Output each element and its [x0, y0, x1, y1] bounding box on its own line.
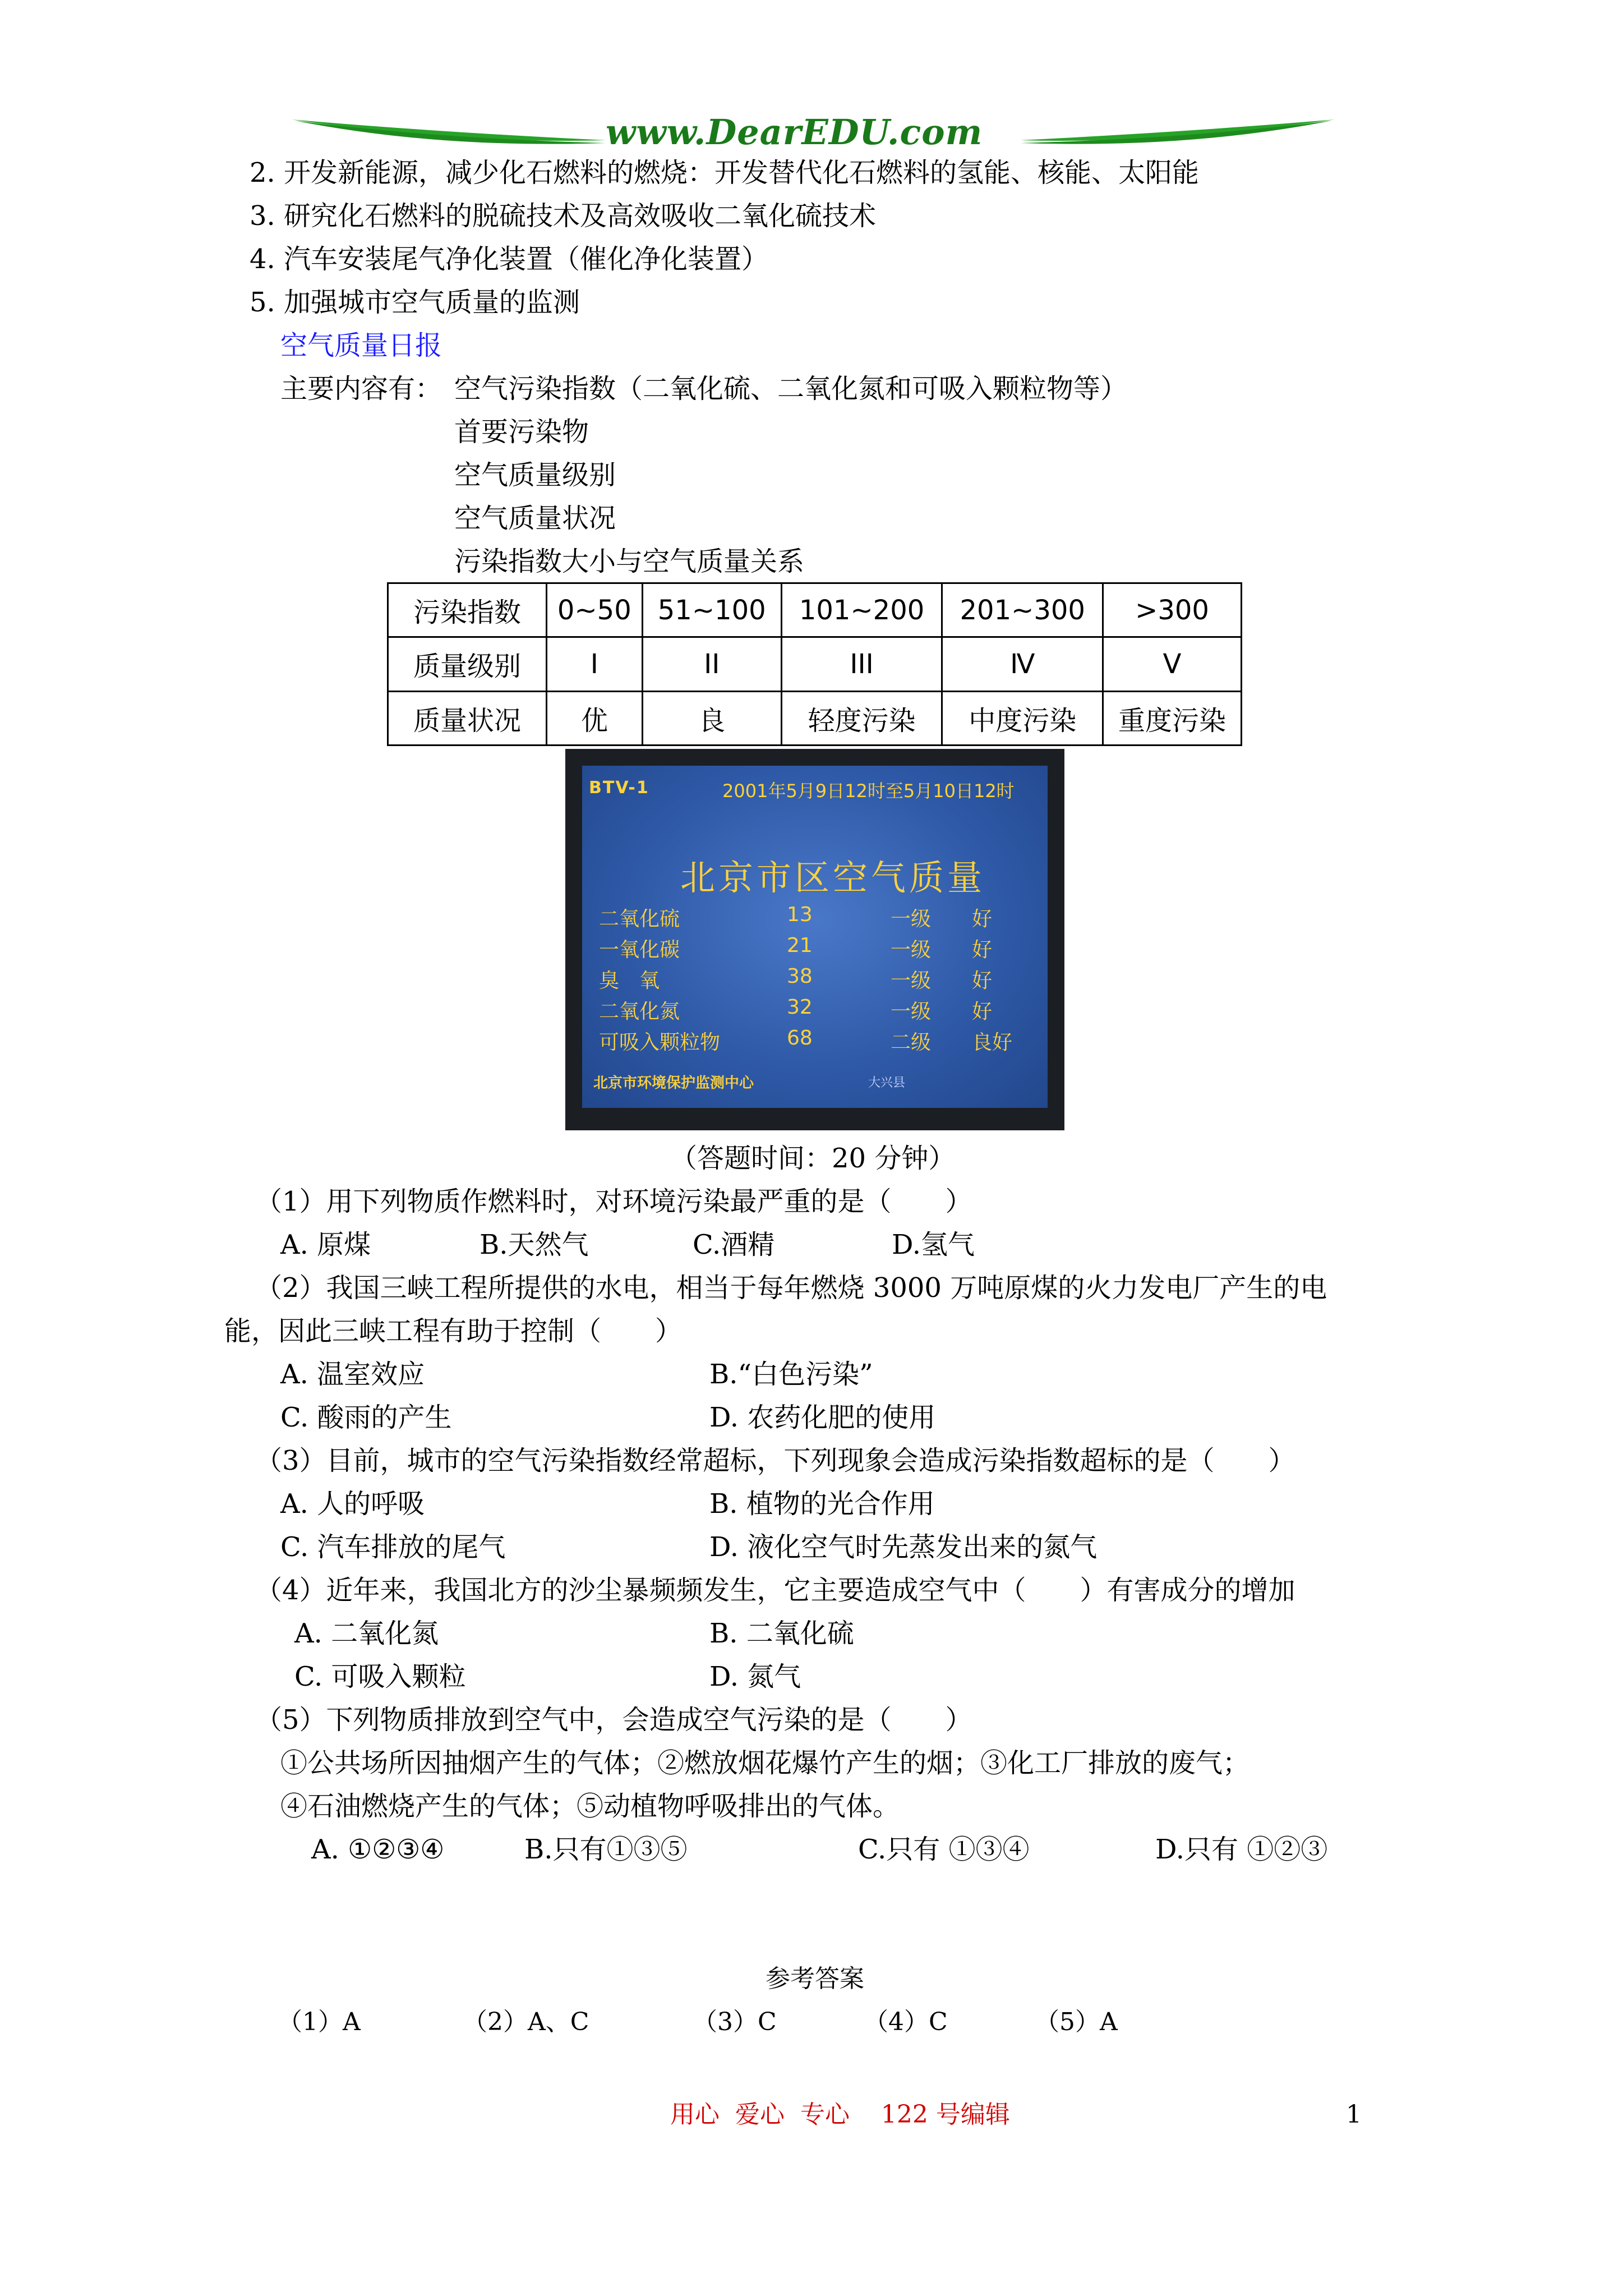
content-item: 首要污染物 — [454, 416, 589, 448]
table-row — [388, 637, 1242, 691]
tv-row — [599, 934, 1025, 962]
option: A. 人的呼吸 — [280, 1488, 425, 1520]
tv-air-quality-image — [565, 749, 1064, 1130]
tv-screen — [582, 766, 1048, 1108]
tv-status: 好 — [972, 908, 993, 931]
tv-value: 32 — [787, 996, 813, 1019]
tv-level: 一级 — [891, 1000, 932, 1023]
measure-item: 4. 汽车安装尾气净化装置（催化净化装置） — [250, 243, 769, 275]
table-cell: 轻度污染 — [781, 691, 942, 745]
tv-pollutant: 可吸入颗粒物 — [599, 1031, 721, 1054]
measure-item: 5. 加强城市空气质量的监测 — [250, 287, 580, 318]
tv-title: 北京市区空气质量 — [680, 857, 986, 898]
tv-row — [599, 1027, 1025, 1055]
question-5: （5）下列物质排放到空气中，会造成空气污染的是（ ） — [255, 1704, 972, 1736]
tv-pollutant: 二氧化氮 — [599, 1000, 680, 1023]
table-cell: 201~300 — [942, 583, 1103, 637]
tv-level: 一级 — [891, 938, 932, 961]
option: A. ①②③④ — [311, 1834, 445, 1865]
content-item: 空气质量状况 — [454, 503, 616, 534]
option: B.“白色污染” — [709, 1359, 873, 1390]
tv-value: 68 — [787, 1027, 813, 1050]
option: C. 汽车排放的尾气 — [280, 1531, 506, 1563]
option: B. 植物的光合作用 — [709, 1488, 935, 1520]
measure-item: 2. 开发新能源，减少化石燃料的燃烧：开发替代化石燃料的氢能、核能、太阳能 — [250, 157, 1200, 188]
tv-footer: 北京市环境保护监测中心 — [593, 1075, 754, 1092]
option: D. 氮气 — [709, 1661, 801, 1692]
tv-level: 二级 — [891, 1031, 932, 1054]
question-2: （2）我国三峡工程所提供的水电，相当于每年燃烧 3000 万吨原煤的火力发电厂产生的电 — [255, 1272, 1327, 1304]
option: C. 可吸入颗粒 — [294, 1661, 466, 1692]
table-cell: I — [547, 637, 643, 691]
table-row — [388, 691, 1242, 745]
table-cell: II — [642, 637, 781, 691]
table-cell: 重度污染 — [1103, 691, 1242, 745]
tv-pollutant: 二氧化硫 — [599, 908, 680, 931]
question-2-cont: 能，因此三峡工程有助于控制（ ） — [224, 1315, 683, 1347]
tv-status: 好 — [972, 938, 993, 961]
tv-date: 2001年5月9日12时至5月10日12时 — [722, 780, 1015, 802]
tv-map-label: 大兴县 — [868, 1076, 906, 1090]
tv-level: 一级 — [891, 908, 932, 931]
tv-pollutant: 一氧化碳 — [599, 938, 680, 961]
tv-status: 好 — [972, 969, 993, 992]
content-item: 污染指数大小与空气质量关系 — [454, 546, 805, 577]
content-item: 空气污染指数（二氧化硫、二氧化氮和可吸入颗粒物等） — [454, 373, 1128, 404]
section-heading: 空气质量日报 — [280, 330, 442, 361]
question-5-line: ④石油燃烧产生的气体；⑤动植物呼吸排出的气体。 — [280, 1791, 900, 1822]
table-cell: 质量状况 — [388, 691, 547, 745]
option: D. 液化空气时先蒸发出来的氮气 — [709, 1531, 1098, 1563]
page-number: 1 — [1346, 2100, 1362, 2129]
content-item: 空气质量级别 — [454, 459, 616, 491]
table-cell: Ⅳ — [942, 637, 1103, 691]
answer-item: （5）A — [1035, 2008, 1118, 2036]
table-row — [388, 583, 1242, 637]
option: A. 原煤 — [280, 1229, 371, 1260]
answer-item: （1）A — [278, 2008, 361, 2036]
tv-row — [599, 965, 1025, 993]
question-4: （4）近年来，我国北方的沙尘暴频频发生，它主要造成空气中（ ）有害成分的增加 — [255, 1575, 1295, 1606]
tv-value: 38 — [787, 965, 813, 988]
option: C.酒精 — [693, 1229, 775, 1260]
air-quality-table — [387, 582, 1242, 746]
tv-channel-logo: BTV-1 — [589, 778, 649, 798]
tv-status: 良好 — [972, 1031, 1013, 1054]
option: B.只有①③⑤ — [524, 1834, 688, 1865]
table-cell: 0~50 — [547, 583, 643, 637]
option: C. 酸雨的产生 — [280, 1402, 452, 1433]
option: B.天然气 — [479, 1229, 589, 1260]
option: A. 二氧化氮 — [294, 1618, 439, 1649]
table-cell: III — [781, 637, 942, 691]
tv-value: 21 — [787, 934, 813, 957]
tv-level: 一级 — [891, 969, 932, 992]
answer-item: （4）C — [864, 2008, 948, 2036]
answer-item: （3）C — [693, 2008, 777, 2036]
tv-row — [599, 996, 1025, 1024]
time-note: （答题时间：20 分钟） — [670, 1143, 956, 1174]
footer-slogan: 用心 爱心 专心 122 号编辑 — [670, 2100, 1010, 2129]
option: D. 农药化肥的使用 — [709, 1402, 936, 1433]
table-cell: V — [1103, 637, 1242, 691]
table-cell: 优 — [547, 691, 643, 745]
table-cell: 51~100 — [642, 583, 781, 637]
tv-status: 好 — [972, 1000, 993, 1023]
option: B. 二氧化硫 — [709, 1618, 854, 1649]
tv-value: 13 — [787, 903, 813, 926]
option: A. 温室效应 — [280, 1359, 425, 1390]
option: D.只有 ①②③ — [1155, 1834, 1328, 1865]
table-cell: 中度污染 — [942, 691, 1103, 745]
option: D.氢气 — [892, 1229, 975, 1260]
answer-item: （2）A、C — [463, 2008, 589, 2036]
answers-title: 参考答案 — [766, 1964, 864, 1993]
table-cell: 污染指数 — [388, 583, 547, 637]
tv-pollutant: 臭 氧 — [599, 969, 660, 992]
tv-row — [599, 903, 1025, 931]
table-cell: 101~200 — [781, 583, 942, 637]
question-1: （1）用下列物质作燃料时，对环境污染最严重的是（ ） — [255, 1186, 972, 1217]
question-3: （3）目前，城市的空气污染指数经常超标，下列现象会造成污染指数超标的是（ ） — [255, 1445, 1295, 1476]
measure-item: 3. 研究化石燃料的脱硫技术及高效吸收二氧化硫技术 — [250, 200, 877, 232]
option: C.只有 ①③④ — [858, 1834, 1030, 1865]
content-label: 主要内容有： — [280, 373, 442, 404]
table-cell: 质量级别 — [388, 637, 547, 691]
table-cell: >300 — [1103, 583, 1242, 637]
table-cell: 良 — [642, 691, 781, 745]
question-5-line: ①公共场所因抽烟产生的气体；②燃放烟花爆竹产生的烟；③化工厂排放的废气； — [280, 1747, 1250, 1779]
site-logo: www.DearEDU.com — [606, 112, 983, 153]
